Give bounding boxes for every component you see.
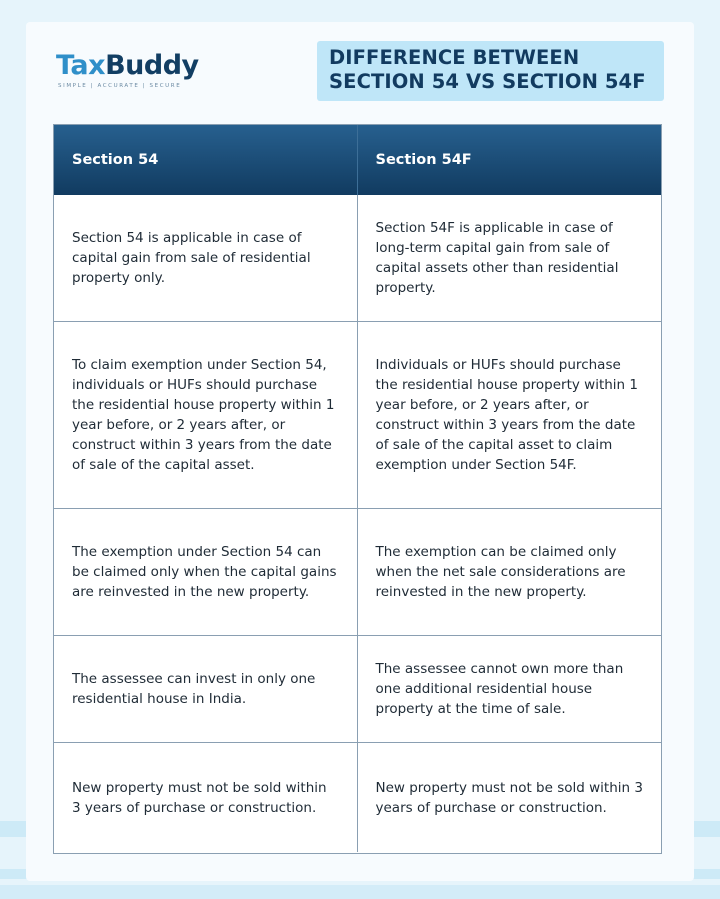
- logo-buddy: Buddy: [105, 50, 199, 81]
- page-title: DIFFERENCE BETWEEN SECTION 54 VS SECTION 54F: [329, 46, 646, 93]
- header-section-54f: Section 54F: [375, 152, 472, 168]
- table-row: [54, 322, 661, 509]
- table-row: [54, 636, 661, 743]
- table-row: [54, 195, 661, 322]
- header-section-54: Section 54: [54, 125, 358, 195]
- table-cell: The exemption under Section 54 can be claimed only when the capital gains are reinvested in the new property.: [54, 509, 358, 635]
- table-cell: New property must not be sold within 3 years of purchase or construction.: [375, 779, 643, 816]
- table-cell: Section 54 is applicable in case of capital gain from sale of residential property only.: [54, 195, 358, 321]
- logo-tax: Tax: [56, 50, 106, 81]
- comparison-table: [53, 124, 662, 854]
- table-cell: The exemption can be claimed only when the net sale considerations are reinvested in the new property.: [375, 544, 626, 600]
- bottom-strip: [0, 885, 720, 899]
- logo-wordmark: [56, 50, 199, 82]
- table-cell: To claim exemption under Section 54, individuals or HUFs should purchase the residential house property within 1 year before, or 2 years after, or construct within 3 years from the date of sale of the capital asset.: [54, 322, 358, 508]
- table-cell: The assessee can invest in only one residential house in India.: [54, 636, 358, 742]
- title-banner: [317, 41, 664, 101]
- table-header-row: [54, 125, 661, 195]
- table-cell: Section 54F is applicable in case of long-term capital gain from sale of capital assets other than residential property.: [375, 220, 619, 296]
- table-row: [54, 509, 661, 636]
- table-cell: New property must not be sold within 3 years of purchase or construction.: [54, 743, 358, 852]
- table-cell: Individuals or HUFs should purchase the residential house property within 1 year before, or 2 years after, or construct within 3 years from the date of sale of the capital asset to claim exemption under Section 54F.: [375, 357, 638, 473]
- table-cell: The assessee cannot own more than one additional residential house property at the time of sale.: [375, 661, 624, 717]
- table-row: [54, 743, 661, 852]
- logo-tagline: SIMPLE | ACCURATE | SECURE: [58, 83, 182, 89]
- taxbuddy-logo: [56, 50, 199, 89]
